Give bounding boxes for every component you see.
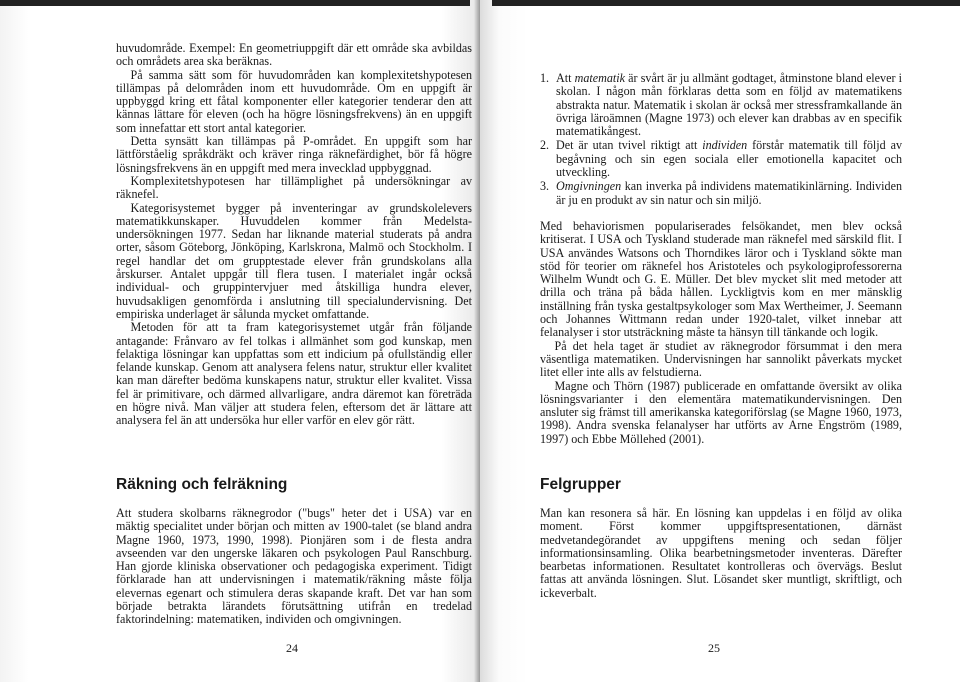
paragraph: På samma sätt som för huvudområden kan komplexitetshypotesen tillämpas på delområden inom ett huvudområde. Om en uppgift är uppbyggd kring ett fåtal komponenter eller kategorier tenderar den att kännas lättare för eleven (och ha högre lösningsfrekvens) än en uppgift som innefattar ett stort antal kategorier. <box>116 67 472 135</box>
left-top-text-column <box>116 42 472 428</box>
paragraph: Med behaviorismen populariserades felsökandet, men blev också kritiserat. I USA och Tyskland studerade man räknefel med särskild flit. I USA användes Watsons och Thorndikes läror och i Tyskland sökte man stöd för teorier om räknefel hos Aristoteles och psykologiprofessorerna Wilhelm Wundt och G. E. Müller. Det blev mycket slit med metoder att drilla och träna på båda hållen. Lyckligtvis kom en mer mänsklig inställning från tyska gestaltpsykologer som Max Wertheimer, J. Seemann och Johannes Wittmann redan under 1920-talet, vilket innebar att felanalyser i stor utsträckning måste ta hänsyn till tänkande och logik. <box>540 218 902 340</box>
right-bottom-text-column <box>540 507 902 600</box>
paragraph: Komplexitetshypotesen har tillämplighet på undersökningar av räknefel. <box>116 173 472 202</box>
paragraph: Detta synsätt kan tillämpas på P-området. En uppgift som har lättförståelig språkdräkt och kräver ringa räknefärdighet, bör få högre lösningsfrekvens än en uppgift med mera invecklad uppbyggnad. <box>116 134 472 175</box>
numbered-list <box>540 72 902 207</box>
paragraph: Magne och Thörn (1987) publicerade en omfattande översikt av olika lösningsvarianter i den elementära matematikundervisningen. Den ansluter sig främst till amerikanska kategoriförslag (se Magne 1960, 1973, 1998). Andra svenska felanalyser har utförts av Arne Engström (1989, 1997) och Ebbe Möllehed (2001). <box>540 378 902 446</box>
list-item: 3. Omgivningen kan inverka på individens matematikinlärning. Individen är ju en produkt av sin natur och sin miljö. <box>540 179 902 207</box>
paragraph: huvudområde. Exempel: En geometriuppgift där ett område ska avbildas och områdets area ska beräknas. <box>116 41 472 69</box>
list-item: 2. Det är utan tvivel riktigt att individen förstår matematik till följd av begåvning och sin egen sociala eller emotionella kapacitet och utveckling. <box>540 138 902 180</box>
paragraph: Att studera skolbarns räknegrodor ("bugs" heter det i USA) var en mäktig specialitet under början och mitten av 1900-talet (se bland andra Magne 1960, 1973, 1990, 1998). Pionjären som i de flesta andra avseenden var den ungerske läkaren och psykologen Paul Ranschburg. Han gjorde kliniska observationer och pedagogiska experiment. Tidigt förklarade han att undervisningen i matematik/räkning måste följa elevernas egenart och stimulera deras skapande kraft. Det var han som började betrakta lärandets förutsättning utifrån en tredelad faktorindelning: matematiken, individen och omgivningen. <box>116 506 472 627</box>
page-edge-shadow <box>492 0 960 6</box>
section-heading: Felgrupper <box>540 476 621 493</box>
paragraph: På det hela taget är studiet av räknegrodor försummat i den mera väsentliga matematiken. Undervisningen har sannolikt påverkats mycket litet eller inte alls av felstudierna. <box>540 338 902 380</box>
right-top-text-column <box>540 72 902 446</box>
paragraph: Kategorisystemet bygger på inventeringar av grundskolelevers matematikkunskaper. Huvuddelen kommer från Medelsta-undersökningen 1977. Sedan har liknande material studerats på andra orter, såsom Göteborg, Jönköping, Karlskrona, Malmö och Stockholm. I regel handlar det om grupptestade elever från grundskolans alla årskurser. Antalet uppgår till flera tusen. I materialet ingår också individual- och gruppintervjuer med åtskilliga hundra elever, huvudsakligen genomförda i anslutning till specialundervisning. Det empiriska underlaget är sålunda mycket omfattande. <box>116 200 472 321</box>
left-bottom-text-column <box>116 507 472 627</box>
page-edge-shadow <box>0 0 470 6</box>
paragraph: Man kan resonera så här. En lösning kan uppdelas i en följd av olika moment. Först kommer uppgiftspresentationen, därnäst medvetandegörandet av uppgiftens mening och sedan följer informationsinsamling. Olika bearbetningsmetoder inventeras. Därefter bearbetas informationen. Resultatet kontrolleras och övervägs. Beslut fattas att använda lösningen. Slut. Lösandet sker muntligt, skriftligt, och ickeverbalt. <box>540 506 902 600</box>
list-item: 1. Att matematik är svårt är ju allmänt godtaget, åtminstone bland elever i skolan. I någon mån förklaras detta som en följd av matematikens abstrakta natur. Matematik i skolan är också mer stressframkallande än övriga läroämnen (Magne 1973) och elever kan drabbas av en specifik matematikångest. <box>540 71 902 139</box>
page-number: 25 <box>708 641 720 655</box>
paragraph: Metoden för att ta fram kategorisystemet utgår från följande antagande: Frånvaro av fel tolkas i allmänhet som god kunskap, men felaktiga lösningar kan uppfattas som ett indicium på ofullständig eller felande kunskap. Genom att analysera felens natur, struktur eller kvalitet kan man därefter bedöma kunskapens natur, struktur eller kvalitet. Vissa fel är primitivare, och därmed allvarligare, andra däremot kan företräda en högre nivå. Man väljer att studera felen, eftersom det är lättare att analysera fel än att undersöka hur eller varför en elev gör rätt. <box>116 320 472 428</box>
section-heading: Räkning och felräkning <box>116 476 288 493</box>
page-number: 24 <box>286 641 298 655</box>
